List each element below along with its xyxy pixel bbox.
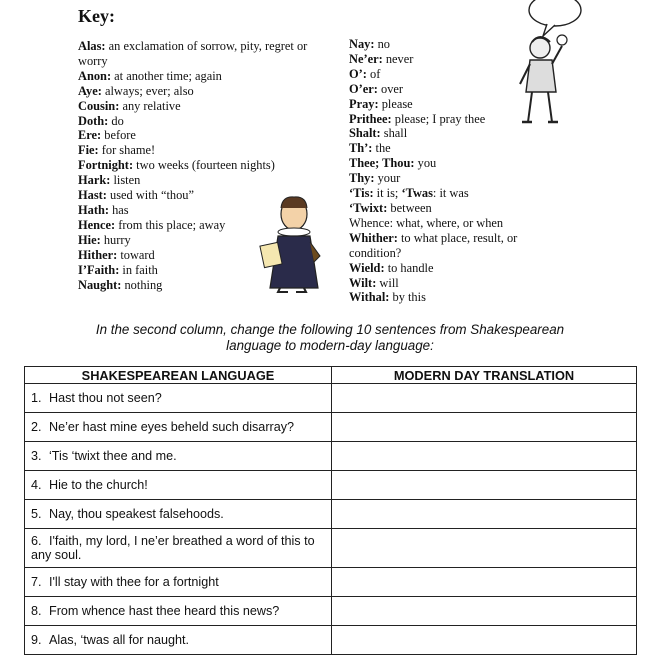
key-definition: over: [377, 81, 404, 96]
key-term: ‘Twas: [401, 186, 433, 201]
key-term: Hence: [78, 217, 112, 232]
key-definition: do: [108, 113, 124, 128]
key-term: Ne’er: [349, 51, 379, 66]
shakespearean-sentence: [25, 568, 332, 597]
key-separator: :: [385, 290, 390, 305]
key-definition: from this place; away: [115, 217, 226, 232]
header-shakespearean: SHAKESPEAREAN LANGUAGE: [25, 367, 332, 384]
key-definition: please; I pray thee: [391, 111, 486, 126]
key-separator: :: [96, 232, 101, 247]
key-separator: :: [362, 66, 367, 81]
key-title: Key:: [78, 6, 115, 26]
sentence-text: Hast thou not seen?: [49, 391, 162, 405]
key-entry: [349, 216, 549, 231]
table-row: [25, 442, 637, 471]
key-separator: :: [113, 247, 118, 262]
translation-answer-cell[interactable]: [332, 568, 637, 597]
shakespearean-sentence: [25, 471, 332, 500]
key-definition: for shame!: [98, 143, 156, 158]
key-entry: [349, 201, 549, 216]
key-term: Withal: [349, 290, 386, 305]
key-definition: by this: [389, 290, 426, 305]
key-entry: [78, 128, 323, 143]
key-term: Fortnight: [78, 158, 129, 173]
key-term: Prithee: [349, 111, 388, 126]
key-term: Wield: [349, 260, 381, 275]
key-definition: two weeks (fourteen nights): [133, 158, 275, 173]
key-term: Ere: [78, 128, 98, 143]
key-definition: : it was: [432, 186, 469, 201]
key-term: Wilt: [349, 275, 373, 290]
table-row: [25, 500, 637, 529]
translation-answer-cell[interactable]: [332, 597, 637, 626]
key-entry: [78, 158, 323, 173]
key-term: Fie: [78, 143, 95, 158]
sentence-text: Ne’er hast mine eyes beheld such disarray?: [49, 420, 295, 434]
key-separator: :: [393, 230, 398, 245]
key-entry: [78, 114, 323, 129]
key-definition: to what place, result, or condition?: [349, 230, 518, 260]
key-entry: [78, 143, 323, 158]
key-definition: never: [382, 51, 414, 66]
row-number: 2.: [31, 420, 42, 434]
key-entry: [78, 69, 323, 84]
row-number: 6.: [31, 534, 42, 548]
shakespearean-sentence: [25, 384, 332, 413]
row-number: 8.: [31, 604, 42, 618]
key-term: O’er: [349, 81, 374, 96]
key-term: O’: [349, 66, 363, 81]
key-term: Hither: [78, 247, 114, 262]
translation-answer-cell[interactable]: [332, 626, 637, 655]
key-separator: :: [368, 141, 373, 156]
key-definition: of: [366, 66, 381, 81]
sentence-text: From whence hast thee heard this news?: [49, 604, 280, 618]
key-separator: :: [102, 188, 107, 203]
translation-answer-cell[interactable]: [332, 471, 637, 500]
row-number: 5.: [31, 507, 42, 521]
row-number: 4.: [31, 478, 42, 492]
key-term: Shalt: [349, 126, 377, 141]
key-separator: :: [115, 98, 120, 113]
shakespeare-illustration-icon: [258, 192, 328, 294]
key-entry: [78, 99, 323, 114]
instructions-text: In the second column, change the following 10 sentences from Shakespearean language to modern-day language:: [95, 322, 565, 353]
key-separator: :: [387, 111, 392, 126]
key-term: Pray: [349, 96, 375, 111]
row-number: 1.: [31, 391, 42, 405]
key-definition: it is;: [373, 186, 402, 201]
shakespearean-sentence: [25, 413, 332, 442]
key-separator: :: [383, 200, 388, 215]
key-definition: your: [374, 171, 401, 186]
table-row: [25, 471, 637, 500]
key-term: Thy: [349, 171, 371, 186]
key-entry: [349, 156, 549, 171]
key-term: Whither: [349, 230, 394, 245]
key-separator: :: [370, 37, 375, 51]
key-term: Alas: [78, 39, 102, 53]
key-term: ‘Tis: [349, 186, 370, 201]
key-separator: :: [97, 83, 102, 98]
header-modern: MODERN DAY TRANSLATION: [332, 367, 637, 384]
key-definition: used with “thou”: [106, 188, 194, 203]
key-definition: any relative: [119, 98, 181, 113]
key-definition: Whence: what, where, or when: [349, 215, 504, 230]
key-entry: [349, 276, 549, 291]
key-term: Doth: [78, 113, 105, 128]
row-number: 7.: [31, 575, 42, 589]
key-term: Anon: [78, 68, 107, 83]
sentence-text: Hie to the church!: [49, 478, 148, 492]
sentence-text: Nay, thou speakest falsehoods.: [49, 507, 224, 521]
key-definition: will: [376, 275, 399, 290]
key-separator: :: [374, 96, 379, 111]
key-term: Th’: [349, 141, 369, 156]
key-separator: :: [104, 113, 109, 128]
key-term: Cousin: [78, 98, 116, 113]
shakespearean-sentence: [25, 500, 332, 529]
actor-with-skull-icon: [512, 30, 574, 132]
key-term: ‘Twixt: [349, 200, 384, 215]
key-definition: listen: [110, 173, 141, 188]
key-definition: shall: [380, 126, 408, 141]
key-term: Thee; Thou: [349, 156, 411, 171]
key-separator: :: [106, 68, 112, 83]
key-term: I’Faith: [78, 262, 116, 277]
key-separator: :: [376, 126, 381, 141]
key-definition: has: [109, 202, 129, 217]
key-separator: :: [104, 202, 109, 217]
translation-answer-cell[interactable]: [332, 413, 637, 442]
table-row: [25, 626, 637, 655]
key-definition: in faith: [119, 262, 158, 277]
key-term: Hie: [78, 232, 97, 247]
key-definition: toward: [117, 247, 155, 262]
translation-answer-cell[interactable]: [332, 500, 637, 529]
key-separator: :: [128, 158, 134, 173]
key-definition: between: [387, 200, 432, 215]
shakespearean-sentence: [25, 597, 332, 626]
key-separator: :: [378, 51, 383, 66]
key-term: Hark: [78, 173, 107, 188]
key-term: Hast: [78, 188, 103, 203]
key-separator: :: [369, 186, 374, 201]
key-definition: no: [374, 37, 390, 51]
key-term: Naught: [78, 277, 118, 292]
translation-answer-cell[interactable]: [332, 442, 637, 471]
key-separator: :: [370, 171, 375, 186]
sentence-text: ‘Tis ‘twixt thee and me.: [49, 449, 177, 463]
translation-answer-cell[interactable]: [332, 529, 637, 568]
key-separator: :: [106, 173, 111, 188]
table-row: [25, 384, 637, 413]
key-entry: [349, 186, 549, 201]
key-entry: [349, 171, 549, 186]
sentence-text: I'll stay with thee for a fortnight: [49, 575, 219, 589]
key-definition: the: [372, 141, 391, 156]
key-definition: always; ever; also: [101, 83, 194, 98]
key-definition: hurry: [100, 232, 131, 247]
table-row: [25, 413, 637, 442]
key-definition: nothing: [121, 277, 163, 292]
row-number: 3.: [31, 449, 42, 463]
key-term: Aye: [78, 83, 98, 98]
key-entry: [349, 141, 549, 156]
key-entry: [349, 231, 549, 261]
shakespearean-sentence: [25, 442, 332, 471]
key-separator: :: [97, 128, 102, 143]
key-separator: :: [101, 39, 106, 53]
row-number: 9.: [31, 633, 42, 647]
key-separator: :: [111, 217, 116, 232]
key-separator: :: [410, 156, 415, 171]
key-separator: :: [373, 81, 378, 96]
key-definition: before: [101, 128, 136, 143]
key-entry: [78, 84, 323, 99]
key-entry: [349, 261, 549, 276]
key-separator: :: [94, 143, 99, 158]
translation-answer-cell[interactable]: [332, 384, 637, 413]
table-row: [25, 568, 637, 597]
key-separator: :: [380, 260, 385, 275]
sentence-text: I'faith, my lord, I ne’er breathed a word of this to any soul.: [31, 534, 315, 562]
key-definition: at another time; again: [111, 68, 222, 83]
key-entry: [78, 39, 323, 69]
table-row: [25, 597, 637, 626]
key-definition: you: [414, 156, 437, 171]
key-definition: to handle: [384, 260, 434, 275]
key-term: Hath: [78, 202, 105, 217]
translation-table: [24, 366, 637, 655]
sentence-text: Alas, ‘twas all for naught.: [49, 633, 190, 647]
key-separator: :: [117, 277, 122, 292]
key-term: Nay: [349, 37, 371, 51]
key-entry: [78, 173, 323, 188]
key-separator: :: [372, 275, 377, 290]
key-definition: please: [378, 96, 413, 111]
key-separator: :: [115, 262, 120, 277]
shakespearean-sentence: [25, 529, 332, 568]
key-definition: an exclamation of sorrow, pity, regret or worry: [78, 39, 308, 68]
key-entry: [349, 290, 549, 305]
table-row: [25, 529, 637, 568]
shakespearean-sentence: [25, 626, 332, 655]
